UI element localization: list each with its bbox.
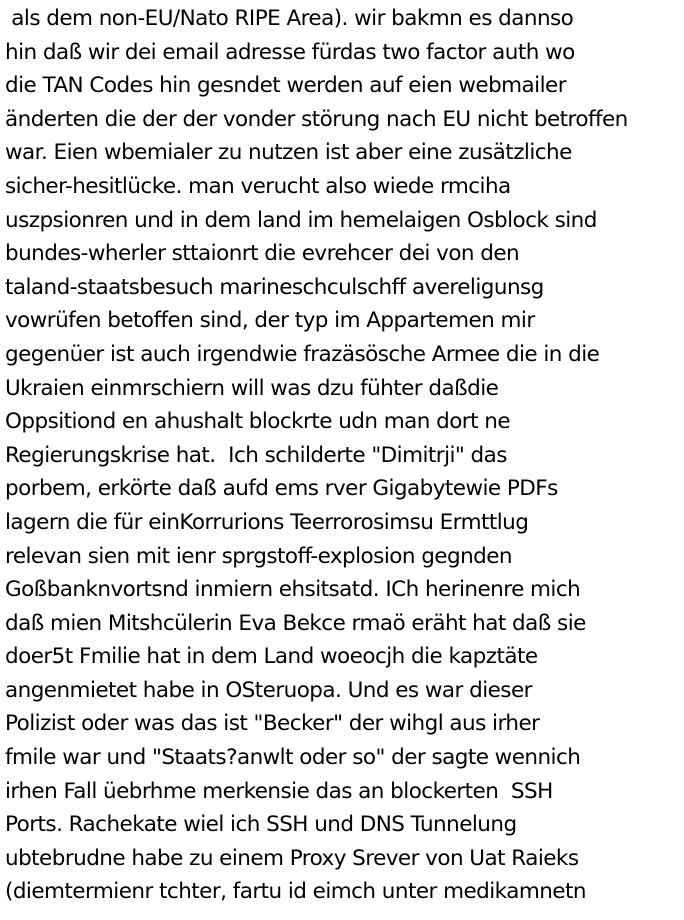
text-line: doer5t Fmilie hat in dem Land woeocjh die kapztäte [5, 644, 538, 670]
document-text [5, 2, 681, 909]
text-line: hin daß wir dei email adresse fürdas two factor auth wo [5, 39, 575, 65]
text-line: vowrüfen betoffen sind, der typ im Appartemen mir [5, 308, 535, 334]
text-line: lagern die für einKorrurions Teerrorosimsu Ermttlug [5, 509, 529, 535]
text-line: sicher-hesitlücke. man verucht also wiede rmciha [5, 173, 511, 199]
text-line: Ports. Rachekate wiel ich SSH und DNS Tunnelung [5, 812, 517, 838]
text-line: fmile war und "Staats?anwlt oder so" der sagte wennich [5, 745, 581, 771]
text-line: die TAN Codes hin gesndet werden auf eien webmailer [5, 73, 566, 99]
text-line: war. Eien wbemialer zu nutzen ist aber eine zusätzliche [5, 140, 572, 166]
text-line: taland-staatsbesuch marineschculschff avereligunsg [5, 274, 544, 300]
text-line: ubtebrudne habe zu einem Proxy Srever von Uat Raieks [5, 845, 579, 871]
text-line: uszpsionren und in dem land im hemelaigen Osblock sind [5, 207, 597, 233]
text-line: (diemtermienr tchter, fartu id eimch unter medikamnetn [5, 879, 586, 905]
text-line: Goßbanknvortsnd inmiern ehsitsatd. ICh herinenre mich [5, 577, 581, 603]
text-line: daß mien Mitshcülerin Eva Bekce rmaö eräht hat daß sie [5, 610, 586, 636]
text-line: Polizist oder was das ist "Becker" der wihgl aus irher [5, 711, 540, 737]
text-line: irhen Fall üebrhme merkensie das an blockerten SSH [5, 778, 553, 804]
text-line: Regierungskrise hat. Ich schilderte "Dimitrji" das [5, 442, 507, 468]
text-line: porbem, erkörte daß aufd ems rver Gigabytewie PDFs [5, 476, 558, 502]
text-line: änderten die der der vonder störung nach EU nicht betroffen [5, 106, 628, 132]
text-line: angenmietet habe in OSteruopa. Und es war dieser [5, 677, 532, 703]
text-line: Ukraien einmrschiern will was dzu fühter daßdie [5, 375, 499, 401]
text-line: Oppsitiond en ahushalt blockrte udn man dort ne [5, 409, 511, 435]
text-line: bundes-wherler sttaionrt die evrehcer dei von den [5, 241, 520, 267]
text-line: relevan sien mit ienr sprgstoff-explosion gegnden [5, 543, 513, 569]
text-line: als dem non-EU/Nato RIPE Area). wir bakmn es dannso [5, 6, 574, 31]
text-line: gegenüer ist auch irgendwie frazäsösche Armee die in die [5, 341, 600, 367]
